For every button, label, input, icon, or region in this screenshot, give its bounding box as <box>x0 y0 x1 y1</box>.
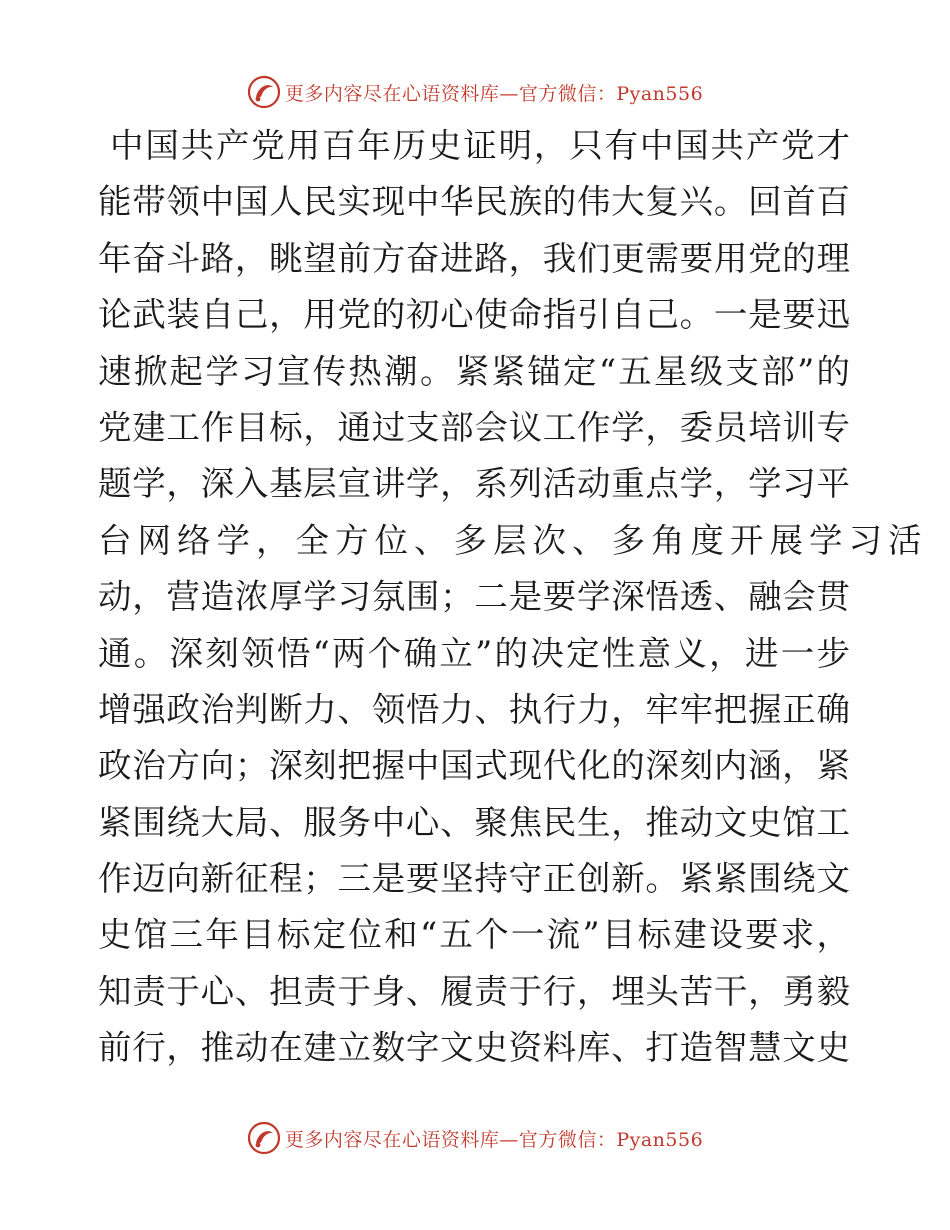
header-banner <box>0 72 950 112</box>
text-line: 通。深刻领悟“两个确立”的决定性意义，进一步 <box>98 633 850 673</box>
text-line: 史馆三年目标定位和“五个一流”目标建设要求， <box>98 915 850 955</box>
text-line: 作迈向新征程；三是要坚持守正创新。紧紧围绕文 <box>98 859 850 899</box>
text-line: 论武装自己，用党的初心使命指引自己。一是要迅 <box>98 295 850 335</box>
header-banner-text: 更多内容尽在心语资料库—官方微信：Pyan556 <box>284 82 704 105</box>
text-line: 前行，推动在建立数字文史资料库、打造智慧文史 <box>98 1028 850 1068</box>
text-line: 年奋斗路，眺望前方奋进路，我们更需要用党的理 <box>98 238 850 278</box>
text-line: 增强政治判断力、领悟力、执行力，牢牢把握正确 <box>98 689 850 729</box>
text-line: 能带领中国人民实现中华民族的伟大复兴。回首百 <box>98 182 850 222</box>
text-line: 台网络学，全方位、多层次、多角度开展学习活 <box>98 520 928 560</box>
text-line: 速掀起学习宣传热潮。紧紧锚定“五星级支部”的 <box>98 351 850 391</box>
red-swirl-logo-icon <box>247 75 281 109</box>
footer-banner-text: 更多内容尽在心语资料库—官方微信：Pyan556 <box>284 1128 704 1151</box>
text-line: 动，营造浓厚学习氛围；二是要学深悟透、融会贯 <box>98 577 850 617</box>
text-line: 紧围绕大局、服务中心、聚焦民生，推动文史馆工 <box>98 802 850 842</box>
text-line: 党建工作目标，通过支部会议工作学，委员培训专 <box>98 407 850 447</box>
text-line: 题学，深入基层宣讲学，系列活动重点学，学习平 <box>98 464 850 504</box>
red-swirl-logo-icon <box>247 1121 281 1155</box>
text-line: 知责于心、担责于身、履责于行，埋头苦干，勇毅 <box>98 971 850 1011</box>
text-line: 中国共产党用百年历史证明，只有中国共产党才 <box>110 126 850 165</box>
text-line: 政治方向；深刻把握中国式现代化的深刻内涵，紧 <box>98 746 850 786</box>
footer-banner <box>0 1118 950 1158</box>
document-body <box>98 118 928 1077</box>
